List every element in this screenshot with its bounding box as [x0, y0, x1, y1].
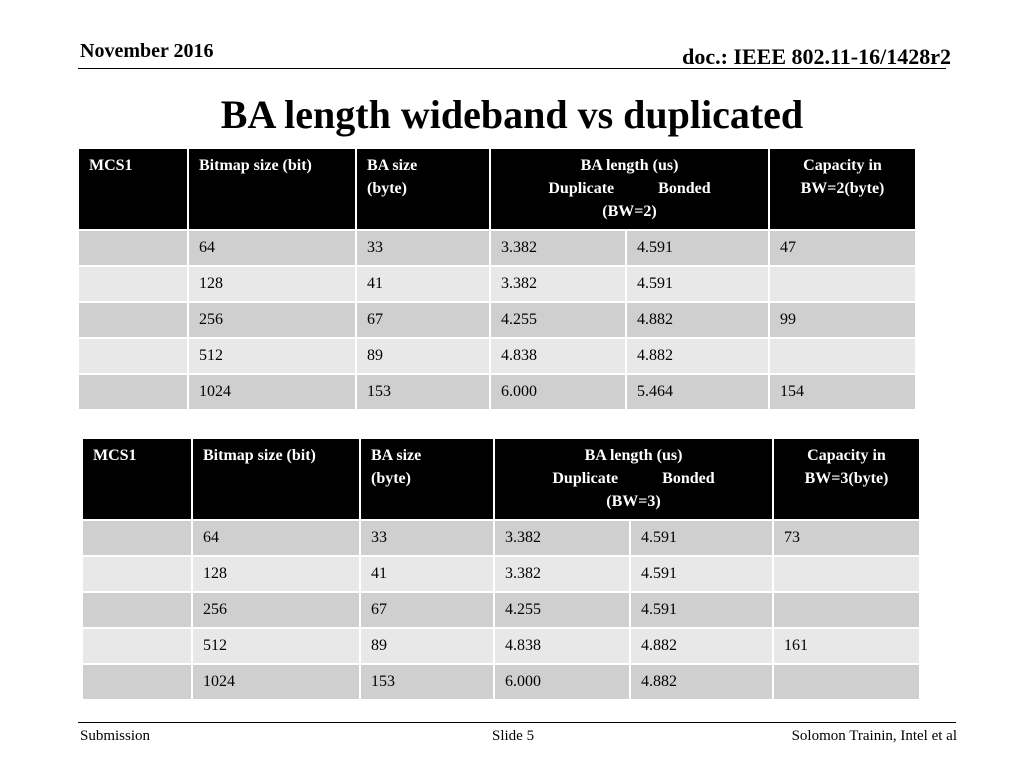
header-capacity-line2: BW=2(byte): [800, 180, 885, 197]
header-duplicate: Duplicate: [548, 180, 615, 197]
cell-ba-size: 33: [356, 230, 490, 266]
ba-table-bw3: [81, 437, 921, 701]
cell-capacity: [773, 664, 920, 700]
cell-bitmap-size: 512: [188, 338, 356, 374]
header-ba-size: [356, 148, 490, 230]
cell-mcs: [78, 338, 188, 374]
header-date: November 2016: [80, 40, 214, 62]
header-ba-length: [490, 148, 769, 230]
cell-capacity: 161: [773, 628, 920, 664]
cell-ba-size: 67: [360, 592, 494, 628]
header-bonded: Bonded: [662, 470, 715, 487]
cell-mcs: [82, 628, 192, 664]
header-ba-size-line2: (byte): [367, 180, 407, 197]
footer-slide-number: Slide 5: [492, 728, 535, 744]
header-capacity: [769, 148, 916, 230]
table-header-row: [82, 438, 920, 520]
cell-duplicate: 4.838: [490, 338, 626, 374]
header-capacity-line2: BW=3(byte): [804, 470, 889, 487]
table-row: [78, 230, 916, 266]
cell-duplicate: 4.838: [494, 628, 630, 664]
table-row: [78, 338, 916, 374]
cell-mcs: [82, 592, 192, 628]
header-bitmap-size: Bitmap size (bit): [188, 148, 356, 230]
cell-capacity: [773, 556, 920, 592]
footer-submission: Submission: [80, 728, 151, 744]
cell-bitmap-size: 512: [192, 628, 360, 664]
cell-mcs: [82, 520, 192, 556]
cell-ba-size: 89: [360, 628, 494, 664]
header-mcs: MCS1: [78, 148, 188, 230]
cell-mcs: [78, 266, 188, 302]
table-row: [78, 266, 916, 302]
footer-divider: [78, 722, 956, 723]
cell-bonded: 4.882: [626, 302, 769, 338]
cell-bonded: 4.882: [630, 664, 773, 700]
cell-capacity: [773, 592, 920, 628]
cell-ba-size: 89: [356, 338, 490, 374]
table-row: [82, 592, 920, 628]
cell-ba-size: 33: [360, 520, 494, 556]
header-ba-size-line1: BA size: [367, 157, 418, 174]
cell-duplicate: 6.000: [490, 374, 626, 410]
footer-author: Solomon Trainin, Intel et al: [791, 728, 957, 744]
cell-duplicate: 3.382: [494, 556, 630, 592]
header-capacity-line1: Capacity in: [807, 447, 886, 464]
header-capacity-line1: Capacity in: [803, 157, 882, 174]
cell-duplicate: 4.255: [490, 302, 626, 338]
cell-bitmap-size: 256: [188, 302, 356, 338]
header-ba-length-line2: [505, 467, 762, 490]
cell-bitmap-size: 1024: [188, 374, 356, 410]
table-row: [82, 628, 920, 664]
header-duplicate: Duplicate: [552, 470, 619, 487]
cell-capacity: 73: [773, 520, 920, 556]
cell-mcs: [78, 230, 188, 266]
header-bonded: Bonded: [658, 180, 711, 197]
cell-duplicate: 4.255: [494, 592, 630, 628]
cell-mcs: [78, 374, 188, 410]
cell-duplicate: 3.382: [490, 230, 626, 266]
header-ba-length-line1: BA length (us): [580, 157, 679, 174]
cell-bitmap-size: 64: [192, 520, 360, 556]
cell-bonded: 4.591: [626, 230, 769, 266]
cell-bitmap-size: 256: [192, 592, 360, 628]
header-ba-length-line3: (BW=2): [602, 203, 657, 220]
ba-table-bw2: [77, 147, 917, 411]
header-ba-size-line1: BA size: [371, 447, 422, 464]
cell-capacity: 154: [769, 374, 916, 410]
cell-bitmap-size: 128: [188, 266, 356, 302]
slide-title: BA length wideband vs duplicated: [220, 92, 804, 137]
header-bitmap-size: Bitmap size (bit): [192, 438, 360, 520]
cell-bonded: 4.882: [626, 338, 769, 374]
cell-bitmap-size: 64: [188, 230, 356, 266]
cell-duplicate: 6.000: [494, 664, 630, 700]
cell-mcs: [78, 302, 188, 338]
cell-ba-size: 41: [356, 266, 490, 302]
cell-bonded: 5.464: [626, 374, 769, 410]
cell-bonded: 4.591: [630, 520, 773, 556]
table-header-row: [78, 148, 916, 230]
cell-bonded: 4.591: [626, 266, 769, 302]
cell-capacity: [769, 266, 916, 302]
cell-ba-size: 153: [360, 664, 494, 700]
cell-duplicate: 3.382: [494, 520, 630, 556]
table-row: [82, 556, 920, 592]
cell-bonded: 4.591: [630, 592, 773, 628]
header-ba-length-line2: [501, 177, 758, 200]
cell-ba-size: 153: [356, 374, 490, 410]
cell-bonded: 4.591: [630, 556, 773, 592]
table-row: [78, 374, 916, 410]
header-mcs: MCS1: [82, 438, 192, 520]
table-row: [78, 302, 916, 338]
cell-mcs: [82, 556, 192, 592]
cell-ba-size: 41: [360, 556, 494, 592]
table-row: [82, 664, 920, 700]
cell-ba-size: 67: [356, 302, 490, 338]
header-ba-length-line1: BA length (us): [584, 447, 683, 464]
header-capacity: [773, 438, 920, 520]
cell-bitmap-size: 128: [192, 556, 360, 592]
header-ba-size-line2: (byte): [371, 470, 411, 487]
cell-capacity: [769, 338, 916, 374]
cell-bitmap-size: 1024: [192, 664, 360, 700]
header-ba-size: [360, 438, 494, 520]
header-doc-id: doc.: IEEE 802.11-16/1428r2: [682, 44, 951, 69]
header-divider: [78, 68, 946, 69]
cell-capacity: 47: [769, 230, 916, 266]
cell-duplicate: 3.382: [490, 266, 626, 302]
table-row: [82, 520, 920, 556]
cell-bonded: 4.882: [630, 628, 773, 664]
header-ba-length: [494, 438, 773, 520]
header-ba-length-line3: (BW=3): [606, 493, 661, 510]
cell-capacity: 99: [769, 302, 916, 338]
cell-mcs: [82, 664, 192, 700]
